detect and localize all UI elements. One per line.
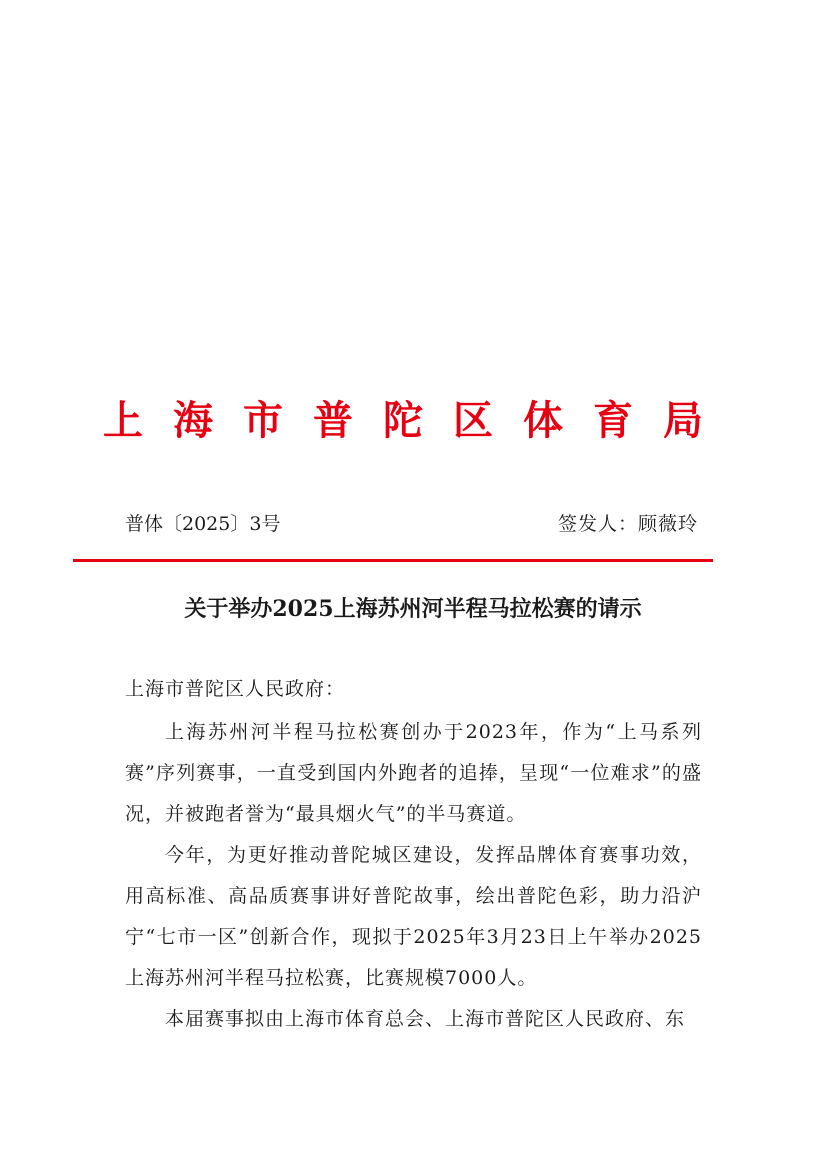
salutation: 上海市普陀区人民政府：	[125, 678, 346, 700]
paragraph: 上海苏州河半程马拉松赛创办于2023年，作为“上马系列赛”序列赛事，一直受到国内外跑者的追捧，呈现“一位难求”的盛况，并被跑者誉为“最具烟火气”的半马赛道。	[125, 721, 702, 825]
red-divider	[73, 559, 713, 562]
signer: 签发人：顾薇玲	[557, 513, 698, 535]
issuing-authority: 上海市普陀区体育局	[103, 398, 733, 444]
body-text	[125, 712, 702, 1040]
paragraph: 本届赛事拟由上海市体育总会、上海市普陀区人民政府、东	[165, 1008, 686, 1030]
paragraph: 今年，为更好推动普陀城区建设，发挥品牌体育赛事功效，用高标准、高品质赛事讲好普陀故事，绘出普陀色彩，助力沿沪宁“七市一区”创新合作，现拟于2025年3月23日上午举办2025上海苏州河半程马拉松赛，比赛规模7000人。	[125, 844, 702, 989]
document-title: 关于举办2025上海苏州河半程马拉松赛的请示	[184, 596, 642, 622]
document-number: 普体〔2025〕3号	[125, 513, 281, 535]
